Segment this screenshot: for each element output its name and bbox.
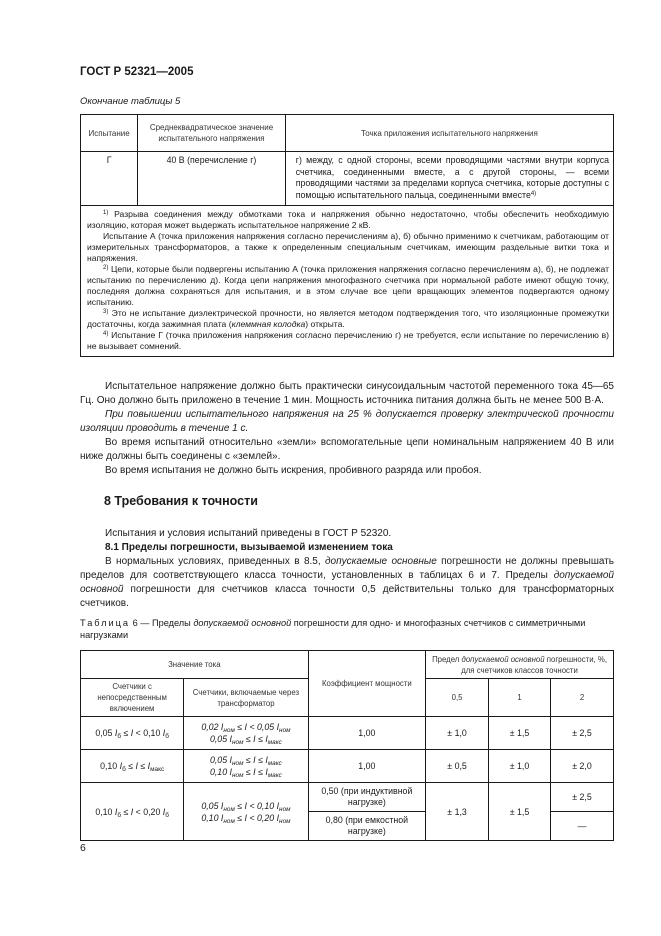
t6-header-current: Значение тока — [81, 651, 309, 679]
t6-header-transformer: Счетчики, включаемые через трансформатор — [184, 679, 308, 717]
table-6 — [80, 650, 614, 841]
t5-row-point: г) между, с одной стороны, всеми проводящими частями внутри корпуса счетчика, соединенными вместе, а с другой стороны, — всеми проводящими частями за пределами корпуса счетчика, которые доступны с помощью испытательного пальца, соединенными вместе$^{4)}$ — [285, 152, 613, 206]
t5-row-voltage: 40 В (перечисление г) — [138, 152, 286, 206]
t6-header-direct: Счетчики с непосредственным включением — [81, 679, 184, 717]
table-5 — [80, 114, 614, 357]
t6-header-class-2: 2 — [551, 679, 614, 717]
paragraph-increased-voltage: При повышении испытательного напряжения на 25 % допускается проверку электрической прочности изоляции проводить в течение 1 с. — [80, 409, 614, 434]
t6-r3-class-1: ± 1,5 — [489, 783, 551, 841]
t6-r1-class-1: ± 1,5 — [489, 717, 551, 750]
paragraph-earth: Во время испытаний относительно «земли» вспомогательные цепи номинальным напряжением 40 В или ниже должны быть соединены с «землей». — [80, 437, 614, 462]
table-6-caption: Таблица 6 — Пределы допускаемой основной погрешности для одно- и многофазных счетчиков с симметричными нагрузками — [80, 618, 586, 640]
t5-footnotes — [81, 206, 614, 357]
t6-r3-class-2-inductive: ± 2,5 — [551, 783, 614, 812]
table-continuation-label: Окончание таблицы 5 — [80, 96, 181, 107]
t6-r1-pf: 1,00 — [308, 717, 425, 750]
paragraph-no-sparking: Во время испытания не должно быть искрения, пробивного разряда или пробоя. — [105, 465, 482, 476]
paragraph-error-limits: В нормальных условиях, приведенных в 8.5, допускаемые основные погрешности не должны превышать пределов для соответствующего класса точности, установленных в таблицах 6 и 7. Пределы допускаемой основной погрешности для счетчиков класса точности 0,5 действительны только для трансформаторных счетчиков. — [80, 556, 614, 609]
section-8-heading: 8 Требования к точности — [104, 494, 258, 508]
t6-r2-class-05: ± 0,5 — [426, 750, 489, 783]
t5-header-point: Точка приложения испытательного напряжения — [285, 115, 613, 152]
t6-r3-transformer: 0,05 $I_{ном} \le I < 0,10$ $I_{ном}$ 0,10 $I_{ном} \le I < 0,20$ $I_{ном}$ — [184, 783, 308, 841]
t6-r1-class-05: ± 1,0 — [426, 717, 489, 750]
t5-row-test: Г — [81, 152, 138, 206]
paragraph-block-1 — [80, 380, 614, 478]
t6-r3-direct: 0,10 $I_б \le I < 0,20$ $I_б$ — [81, 783, 184, 841]
t5-header-test: Испытание — [81, 115, 138, 152]
t6-r2-pf: 1,00 — [308, 750, 425, 783]
footnote-3: $^{3)}$ Это не испытание диэлектрической прочности, но является методом подтверждения того, что изоляционные промежутки достаточны, когда зажимная плата (клеммная колодка) открыта. — [87, 308, 610, 329]
t6-r2-class-1: ± 1,0 — [489, 750, 551, 783]
document-header: ГОСТ Р 52321—2005 — [80, 66, 194, 78]
t6-header-class-1: 1 — [489, 679, 551, 717]
paragraph-test-voltage: Испытательное напряжение должно быть практически синусоидальным частотой переменного тока 45—65 Гц. Оно должно быть приложено в течение 1 мин. Мощность источника питания должна быть не менее 500 В·А. — [80, 381, 614, 406]
t6-header-class-05: 0,5 — [426, 679, 489, 717]
t6-r3-pf-capacitive: 0,80 (при емкостной нагрузке) — [308, 812, 425, 841]
t6-r1-transformer: 0,02 $I_{ном} \le I < 0,05$ $I_{ном}$ 0,05 $I_{ном} \le I \le I_{макс}$ — [184, 717, 308, 750]
footnote-4: $^{4)}$ Испытание Г (точка приложения напряжения согласно перечислению г) не требуется, если испытание по перечислению в) не вызывает сомнений. — [87, 330, 610, 351]
t6-header-power-factor: Коэффициент мощности — [308, 651, 425, 717]
t6-r2-transformer: 0,05 $I_{ном} \le I \le I_{макс}$ 0,10 $I_{ном} \le I \le I_{макс}$ — [184, 750, 308, 783]
page-number: 6 — [80, 842, 86, 854]
t6-r1-direct: 0,05 $I_б \le I < 0,10$ $I_б$ — [81, 717, 184, 750]
t6-r3-pf-inductive: 0,50 (при индуктивной нагрузке) — [308, 783, 425, 812]
paragraph-tests-reference: Испытания и условия испытаний приведены в ГОСТ Р 52320. — [105, 528, 392, 539]
t6-r2-class-2: ± 2,0 — [551, 750, 614, 783]
footnote-1b: Испытание А (точка приложения напряжения согласно перечислениям а), б) обычно применимо к счетчикам, работающим от измерительных трансформаторов, а также к определенным специальным счетчикам, имеющим раздельные витки тока и напряжения. — [87, 231, 609, 263]
t6-r3-class-2-capacitive: — — [551, 812, 614, 841]
t5-header-voltage: Среднеквадратическое значение испытательного напряжения — [138, 115, 286, 152]
t6-r1-class-2: ± 2,5 — [551, 717, 614, 750]
paragraph-block-2 — [80, 527, 614, 611]
t6-r2-direct: 0,10 $I_б \le I \le I_{макс}$ — [81, 750, 184, 783]
footnote-1: $^{1)}$ Разрыва соединения между обмотками тока и напряжения обычно недостаточно, чтобы обеспечить необходимую изоляцию, которая может выдержать испытательное напряжение 2 кВ. — [87, 209, 609, 230]
footnote-2: $^{2)}$ Цепи, которые были подвергены испытанию А (точка приложения напряжения согласно перечислениям а), б), не подлежат испытанию по перечислению д). Когда цепи напряжения многофазного счетчика при нормальной работе имеют общую точку, последняя должна сохраняться для испытания, и в этом случае все цепи вращающих элементов подвергаются одному испытанию. — [87, 264, 610, 307]
t6-r3-class-05: ± 1,3 — [426, 783, 489, 841]
subsection-8-1-heading: 8.1 Пределы погрешности, вызываемой изменением тока — [105, 542, 393, 553]
t6-header-limit: Предел допускаемой основной погрешности, %, для счетчиков классов точности — [426, 651, 614, 679]
